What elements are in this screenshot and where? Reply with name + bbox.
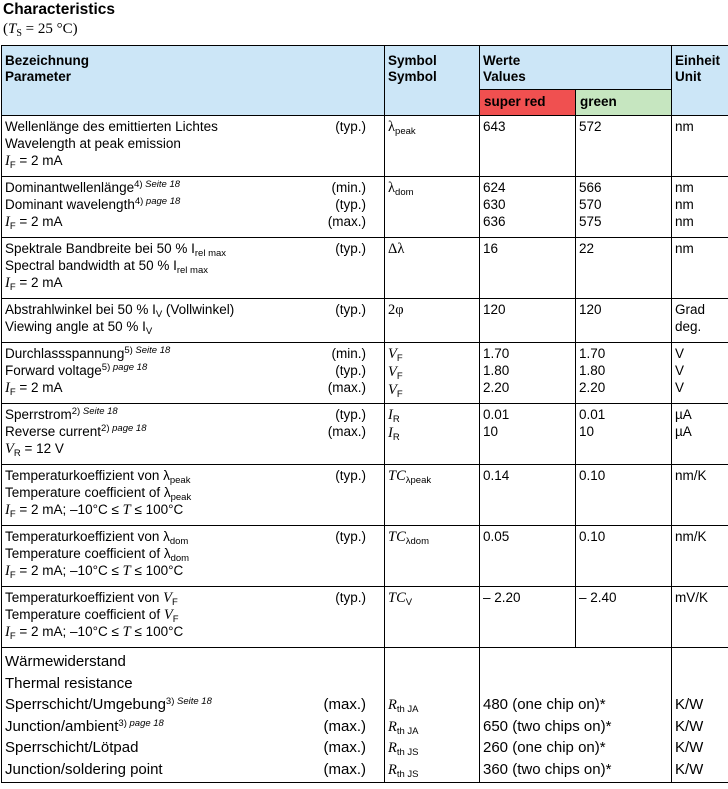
unit-cell: V V V <box>672 343 728 404</box>
table-row <box>2 299 728 343</box>
param-cell: Dominantwellenlänge$^{4)}$ $^{Seite 18}$ (min.) Dominant wavelength$^{4)}$ $^{page 18}$ (typ.) $I_F = 2$ mA (max.) <box>2 177 385 238</box>
value-super-red: 0.14 <box>480 465 576 526</box>
value-green: 566 570 575 <box>576 177 672 238</box>
symbol-cell: $I_R$ $I_R$ <box>385 404 480 465</box>
param-cell: Temperaturkoeffizient von $\lambda_{dom}$ (typ.) Temperature coefficient of $\lambda_{dom}$ $I_F = 2$ mA; –10°C ≤ T ≤ 100°C <box>2 526 385 587</box>
page-subtitle: ($T_S = 25$ °C) <box>3 21 78 39</box>
header-parameter: Bezeichnung Parameter <box>2 46 385 116</box>
value-super-red: – 2.20 <box>480 587 576 648</box>
value-green: – 2.40 <box>576 587 672 648</box>
characteristics-table <box>1 45 728 783</box>
value-green: 0.10 <box>576 465 672 526</box>
header-super-red: super red <box>480 90 576 116</box>
value-super-red: 0.01 10 <box>480 404 576 465</box>
value-super-red: 0.05 <box>480 526 576 587</box>
unit-cell: µA µA <box>672 404 728 465</box>
value-super-red: 16 <box>480 238 576 299</box>
header-symbol: Symbol Symbol <box>385 46 480 116</box>
symbol-cell: $TC_V$ <box>385 587 480 648</box>
table-row <box>2 526 728 587</box>
table-row <box>2 177 728 238</box>
unit-cell: Grad deg. <box>672 299 728 343</box>
table-row <box>2 465 728 526</box>
symbol-cell: $R_{th JA}$ $R_{th JA}$ $R_{th JS}$ $R_{th JS}$ <box>385 648 480 783</box>
value-green: 22 <box>576 238 672 299</box>
unit-cell: nm/K <box>672 465 728 526</box>
symbol-cell: $V_F$ $V_F$ $V_F$ <box>385 343 480 404</box>
value-super-red: 643 <box>480 116 576 177</box>
symbol-cell: $\lambda_{dom}$ <box>385 177 480 238</box>
table-row <box>2 116 728 177</box>
param-cell: Durchlassspannung$^{5)}$ $^{Seite 18}$ (min.) Forward voltage$^{5)}$ $^{page 18}$ (typ.) $I_F = 2$ mA (max.) <box>2 343 385 404</box>
value-super-red: 1.70 1.80 2.20 <box>480 343 576 404</box>
param-cell: Spektrale Bandbreite bei 50 % $I_{rel max}$ (typ.) Spectral bandwidth at 50 % $I_{rel max}$ $I_F = 2$ mA <box>2 238 385 299</box>
value-green: 572 <box>576 116 672 177</box>
param-cell: Temperaturkoeffizient von $\lambda_{peak}$ (typ.) Temperature coefficient of $\lambda_{peak}$ $I_F = 2$ mA; –10°C ≤ T ≤ 100°C <box>2 465 385 526</box>
param-cell: Abstrahlwinkel bei 50 % $I_V$ (Vollwinkel) (typ.) Viewing angle at 50 % $I_V$ <box>2 299 385 343</box>
unit-cell: nm <box>672 116 728 177</box>
symbol-cell: $TC_{\lambda dom}$ <box>385 526 480 587</box>
symbol-cell: $\lambda_{peak}$ <box>385 116 480 177</box>
value-super-red: 624 630 636 <box>480 177 576 238</box>
header-row <box>2 46 728 90</box>
symbol-cell: 2φ <box>385 299 480 343</box>
value-combined: 480 (one chip on)* 650 (two chips on)* 260 (one chip on)* 360 (two chips on)* <box>480 648 672 783</box>
param-cell: Wärmewiderstand Thermal resistance Sperrschicht/Umgebung$^{3)}$ $^{Seite 18}$ (max.) Junction/ambient$^{3)}$ $^{page 18}$ (max.) Sperrschicht/Lötpad (max.) Junction/soldering point (max.) <box>2 648 385 783</box>
table-row <box>2 648 728 783</box>
value-green: 0.01 10 <box>576 404 672 465</box>
unit-cell: mV/K <box>672 587 728 648</box>
symbol-cell: $TC_{\lambda peak}$ <box>385 465 480 526</box>
symbol-cell: Δλ <box>385 238 480 299</box>
unit-cell: nm/K <box>672 526 728 587</box>
value-green: 120 <box>576 299 672 343</box>
param-cell: Temperaturkoeffizient von $V_F$ (typ.) Temperature coefficient of $V_F$ $I_F = 2$ mA; –10°C ≤ T ≤ 100°C <box>2 587 385 648</box>
value-green: 1.70 1.80 2.20 <box>576 343 672 404</box>
header-values: Werte Values <box>480 46 672 90</box>
param-cell: Sperrstrom$^{2)}$ $^{Seite 18}$ (typ.) Reverse current$^{2)}$ $^{page 18}$ (max.) $V_R = 12$ V <box>2 404 385 465</box>
unit-cell: nm <box>672 238 728 299</box>
table-row <box>2 587 728 648</box>
table-row <box>2 404 728 465</box>
unit-cell: nm nm nm <box>672 177 728 238</box>
unit-cell: K/W K/W K/W K/W <box>672 648 728 783</box>
table-row <box>2 343 728 404</box>
value-green: 0.10 <box>576 526 672 587</box>
value-super-red: 120 <box>480 299 576 343</box>
table-row <box>2 238 728 299</box>
header-unit: Einheit Unit <box>672 46 728 116</box>
page-title: Characteristics <box>3 1 116 18</box>
param-cell: Wellenlänge des emittierten Lichtes (typ.) Wavelength at peak emission $I_F = 2$ mA <box>2 116 385 177</box>
header-green: green <box>576 90 672 116</box>
